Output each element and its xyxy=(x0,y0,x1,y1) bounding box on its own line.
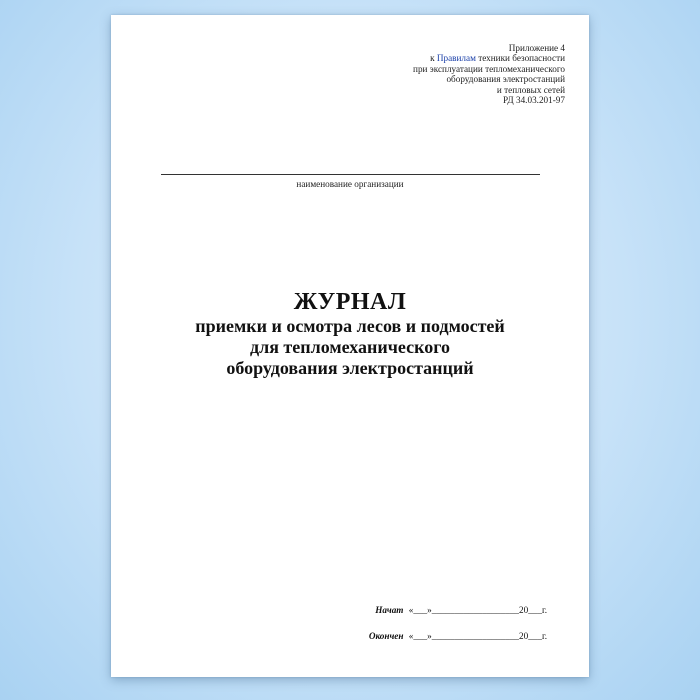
appendix-line-5: и тепловых сетей xyxy=(496,84,565,95)
appendix-number: Приложение 4 xyxy=(508,43,565,53)
title-line-1: приемки и осмотра лесов и подмостей xyxy=(195,316,505,336)
start-date-field: «___»___________________20___г. xyxy=(408,605,547,615)
document-code: РД 34.03.201-97 xyxy=(503,95,565,106)
journal-cover-page xyxy=(111,15,589,677)
appendix-line-4: оборудования электростанций xyxy=(446,74,565,85)
start-date-label: Начат xyxy=(375,605,404,615)
appendix-suffix: техники безопасности xyxy=(475,53,565,64)
appendix-reference xyxy=(413,43,565,105)
appendix-rules-line xyxy=(413,53,565,63)
end-date-field: «___»___________________20___г. xyxy=(408,631,547,641)
appendix-line-3: при эксплуатации тепломеханического xyxy=(413,63,565,74)
title-line-3: оборудования электростанций xyxy=(226,358,474,378)
appendix-prefix: к xyxy=(430,53,437,64)
end-date-label: Окончен xyxy=(368,631,404,641)
end-date-row xyxy=(369,631,547,641)
title-main: ЖУРНАЛ xyxy=(293,289,407,315)
journal-title xyxy=(111,288,589,379)
organization-name-line xyxy=(161,174,540,175)
start-date-row xyxy=(375,605,547,615)
rules-link[interactable]: Правилам xyxy=(436,53,476,64)
title-line-2: для тепломеханического xyxy=(249,337,450,357)
organization-name-caption: наименование организации xyxy=(296,179,404,189)
